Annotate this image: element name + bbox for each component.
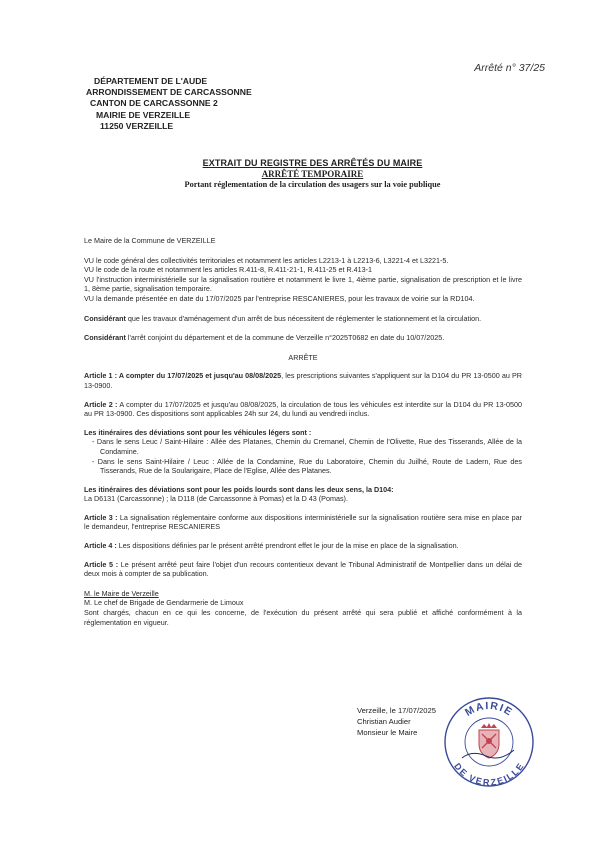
document-body [84, 236, 522, 627]
title-registry: EXTRAIT DU REGISTRE DES ARRÊTÉS DU MAIRE [202, 158, 423, 168]
stamp-bottom-text: DE VERZEILLE [452, 761, 526, 788]
article-2: Article 2 : A compter du 17/07/2025 et jusqu'au 08/08/2025, la circulation de tous les véhicules est interdite sur la D104 du PR 13-0500 au PR 13-0900. Ces dispositions sont applicables 24h sur 24, du lundi au vendredi inclus. [84, 399, 522, 419]
article-4: Article 4 : Les dispositions définies par le présent arrêté prendront effet le jour de la mise en place de la signalisation. [84, 541, 459, 551]
recipient-gendarmerie: M. Le chef de Brigade de Gendarmerie de Limoux [84, 598, 244, 608]
header-mairie: MAIRIE DE VERZEILLE [96, 109, 191, 120]
sign-title: Monsieur le Maire [357, 728, 418, 737]
coat-of-arms-emblem [479, 723, 499, 758]
signature-block [357, 705, 436, 738]
article-5: Article 5 : Le présent arrêté peut faire l'objet d'un recours contentieux devant le Tribunal Administratif de Montpellier dans un délai de deux mois à compter de sa publication. [84, 559, 522, 579]
document-titles [80, 158, 545, 189]
itinerary-heavy-text: La D6131 (Carcassonne) ; la D118 (de Carcassonne à Pomas) et la D 43 (Pomas). [84, 494, 348, 504]
mairie-seal-stamp [442, 692, 536, 788]
stamp-top-text: MAIRIE [463, 699, 516, 719]
sign-place-date: Verzeille, le 17/07/2025 [357, 706, 436, 715]
header-arrondissement: ARRONDISSEMENT DE CARCASSONNE [86, 87, 252, 98]
vu-3: VU l'instruction interministérielle sur la signalisation routière et notamment le livre 1, 4ième partie, signalisation de prescription et le livre 1, 8ème partie, signalisation temporaire. [84, 274, 522, 294]
arrete-heading: ARRÊTE [288, 352, 318, 362]
title-temporary: ARRÊTÉ TEMPORAIRE [261, 169, 364, 179]
considerant-2: Considérant l'arrêt conjoint du département et de la commune de Verzeille n°2025T0682 en date du 10/07/2025. [84, 333, 445, 343]
title-subject: Portant réglementation de la circulation des usagers sur la voie publique [184, 180, 441, 189]
decree-number: Arrêté n° 37/25 [474, 62, 545, 74]
itinerary-heavy-heading: Les itinéraires des déviations sont pour les poids lourds sont dans les deux sens, la D104: [84, 484, 394, 494]
article-3: Article 3 : La signalisation réglementaire conforme aux dispositions interministérielle sur la signalisation routière sera mise en place par le demandeur, l'entreprise RESCANIERES [84, 512, 522, 532]
recipient-mayor: M. le Maire de Verzeille [84, 588, 159, 598]
mayor-line: Le Maire de la Commune de VERZEILLE [84, 236, 216, 245]
itinerary-light-a: - Dans le sens Leuc / Saint-Hilaire : Allée des Platanes, Chemin du Cremanel, Chemin de l'Olivette, Rue des Tisserands, Allée de la Condamine. [92, 437, 522, 456]
sign-name: Christian Audier [357, 717, 411, 726]
header-canton: CANTON DE CARCASSONNE 2 [90, 98, 218, 109]
vu-2: VU le code de la route et notamment les articles R.411-8, R.411-21-1, R.411-25 et R.413-1 [84, 265, 373, 275]
article-1: Article 1 : A compter du 17/07/2025 et jusqu'au 08/08/2025, les prescriptions suivantes s'appliquent sur la D104 du PR 13-0500 au PR 13-0900. [84, 371, 522, 390]
letterhead [86, 76, 252, 132]
itinerary-light-heading: Les itinéraires des déviations sont pour les véhicules légers sont : [84, 427, 312, 437]
header-postcode: 11250 VERZEILLE [100, 120, 174, 131]
vu-4: VU la demande présentée en date du 17/07/2025 par l'entreprise RESCANIERES, pour les travaux de voirie sur la RD104. [84, 293, 475, 303]
svg-text:DE VERZEILLE [452, 761, 526, 787]
execution-clause: Sont chargés, chacun en ce qui les concerne, de l'exécution du présent arrêté qui sera publié et affiché conformément à la réglementation en vigueur. [84, 608, 522, 627]
considerant-1: Considérant que les travaux d'aménagement d'un arrêt de bus nécessitent de réglementer le stationnement et la circulation. [84, 313, 482, 323]
itinerary-light-b: - Dans le sens Saint-Hilaire / Leuc : Allée de la Condamine, Rue du Laboratoire, Chemin du Juilhé, Route de Ladern, Rue des Tisserands, Rue de la Soularigaire, Place de l'Eglise, Allée des Platanes. [92, 456, 522, 476]
header-department: DÉPARTEMENT DE L'AUDE [94, 76, 208, 86]
vu-1: VU le code général des collectivités territoriales et notamment les articles L2213-1 à L2213-6, L3221-4 et L3221-5. [84, 255, 449, 265]
